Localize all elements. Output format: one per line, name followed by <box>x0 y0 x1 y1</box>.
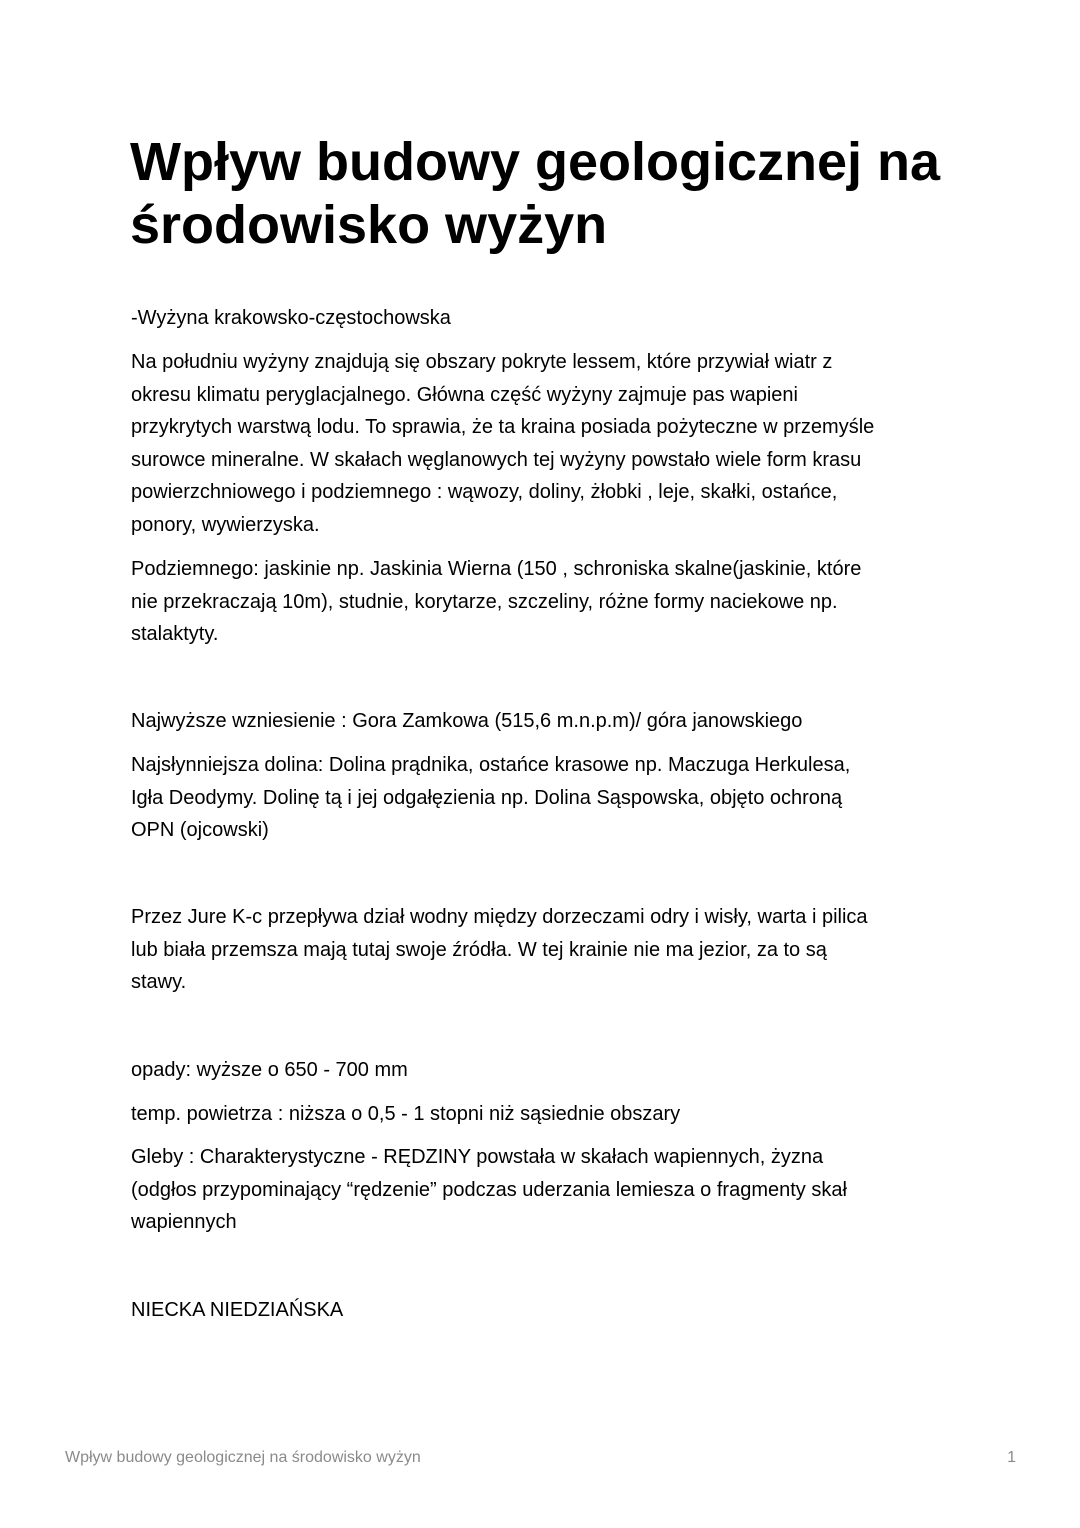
paragraph-line: opady: wyższe o 650 - 700 mm <box>131 1059 408 1081</box>
page-number: 1 <box>1007 1449 1016 1466</box>
paragraph <box>131 302 961 335</box>
paragraph-line: ponory, wywierzyska. <box>131 513 320 536</box>
paragraph-line: nie przekraczają 10m), studnie, korytarze, szczeliny, różne formy naciekowe np. <box>131 590 838 613</box>
paragraph-line: OPN (ojcowski) <box>131 819 269 842</box>
paragraph-line: temp. powietrza : niższa o 0,5 - 1 stopni niż sąsiednie obszary <box>131 1103 681 1125</box>
paragraph <box>131 1098 961 1131</box>
paragraph-line: Igła Deodymy. Dolinę tą i jej odgałęzienia np. Dolina Sąspowska, objęto ochroną <box>131 786 843 809</box>
paragraph-line: (odgłos przypominający “rędzenie” podczas uderzania lemiesza o fragmenty skał <box>131 1178 847 1201</box>
paragraph-line: Najsłynniejsza dolina: Dolina prądnika, ostańce krasowe np. Maczuga Herkulesa, <box>131 754 851 776</box>
paragraph-line: Gleby : Charakterystyczne - RĘDZINY powstała w skałach wapiennych, żyzna <box>131 1146 824 1168</box>
paragraph-line: Na południu wyżyny znajdują się obszary pokryte lessem, które przywiał wiatr z <box>131 351 833 373</box>
paragraph-line: przykrytych warstwą lodu. To sprawia, że ta kraina posiada pożyteczne w przemyśle <box>131 416 875 439</box>
paragraph-line: stawy. <box>131 971 187 994</box>
paragraph <box>131 1294 961 1327</box>
paragraph-line: NIECKA NIEDZIAŃSKA <box>131 1299 344 1321</box>
page-title <box>130 131 940 257</box>
paragraph-line: Podziemnego: jaskinie np. Jaskinia Wierna (150 , schroniska skalne(jaskinie, które <box>131 558 862 580</box>
paragraph <box>131 901 961 999</box>
paragraph-line: Najwyższe wzniesienie : Gora Zamkowa (515,6 m.n.p.m)/ góra janowskiego <box>131 710 803 732</box>
paragraph <box>131 1141 961 1239</box>
title-line: środowisko wyżyn <box>130 195 608 255</box>
paragraph-line: surowce mineralne. W skałach węglanowych tej wyżyny powstało wiele form krasu <box>131 448 862 471</box>
paragraph-line: powierzchniowego i podziemnego : wąwozy, doliny, żłobki , leje, skałki, ostańce, <box>131 481 838 504</box>
paragraph <box>131 553 961 651</box>
paragraph-line: wapiennych <box>131 1211 237 1234</box>
footer-title: Wpływ budowy geologicznej na środowisko wyżyn <box>65 1449 421 1466</box>
paragraph <box>131 346 961 542</box>
paragraph <box>131 705 961 738</box>
title-line: Wpływ budowy geologicznej na <box>130 132 941 192</box>
paragraph-line: okresu klimatu peryglacjalnego. Główna część wyżyny zajmuje pas wapieni <box>131 383 798 406</box>
paragraph <box>131 1054 961 1087</box>
paragraph-line: lub biała przemsza mają tutaj swoje źródła. W tej krainie nie ma jezior, za to są <box>131 938 827 961</box>
paragraph <box>131 749 961 847</box>
paragraph-line: stalaktyty. <box>131 623 219 646</box>
paragraph-line: Przez Jure K-c przepływa dział wodny między dorzeczami odry i wisły, warta i pilica <box>131 906 868 928</box>
paragraph-line: -Wyżyna krakowsko-częstochowska <box>131 307 451 329</box>
